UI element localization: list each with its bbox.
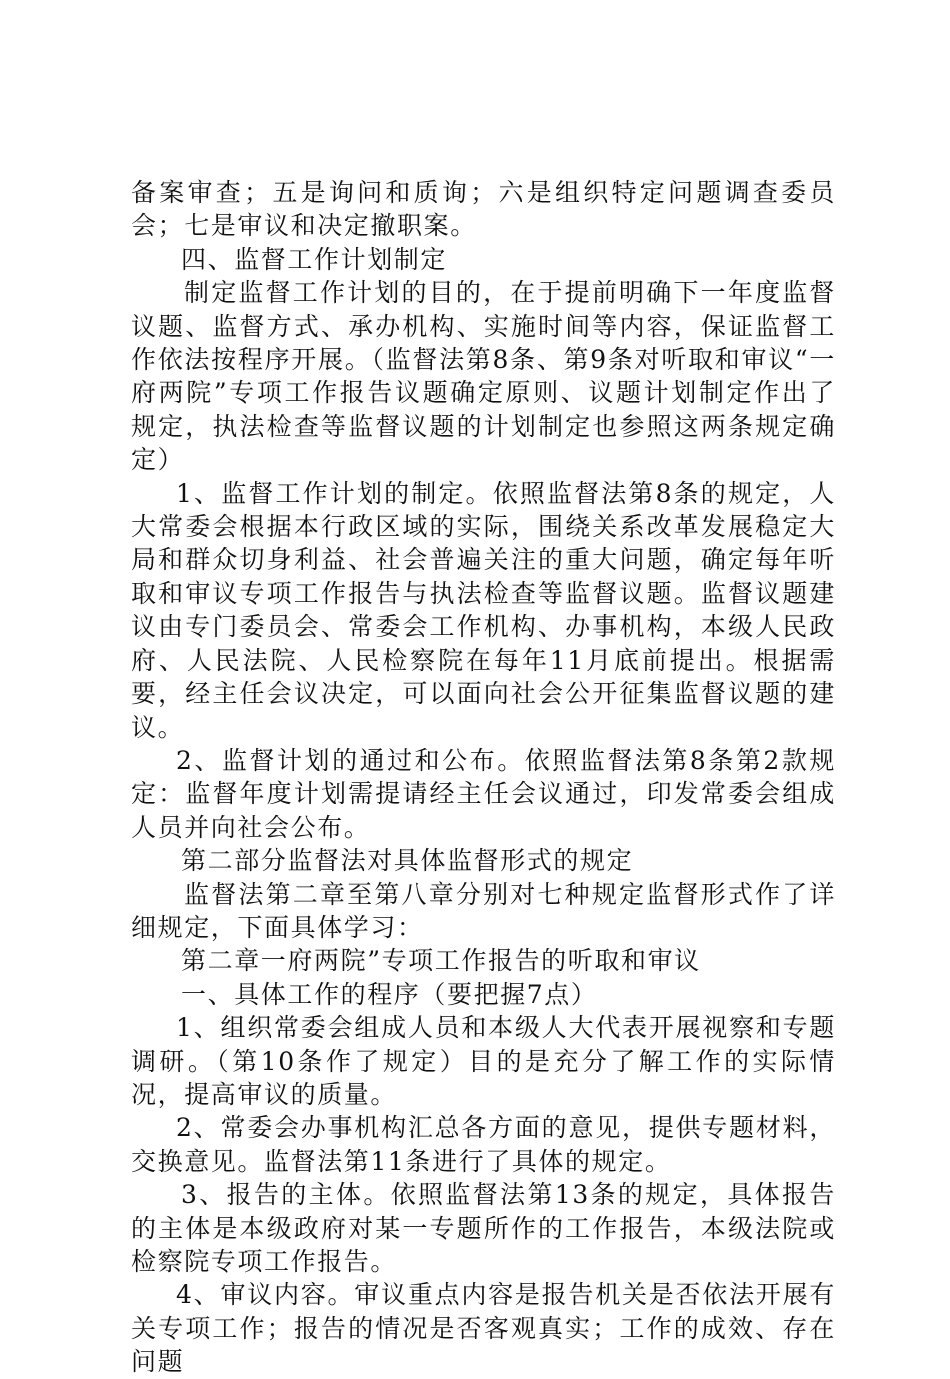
paragraph-continuation: 备案审查；五是询问和质询；六是组织特定问题调查委员会；七是审议和决定撤职案。: [131, 178, 836, 241]
chapter-heading: 第二章一府两院”专项工作报告的听取和审议: [181, 946, 701, 976]
document-body: [131, 176, 836, 1379]
paragraph-plan-making: 1、监督工作计划的制定。依照监督法第8条的规定，人大常委会根据本行政区域的实际，围绕关系改革发展稳定大局和群众切身利益、社会普遍关注的重大问题，确定每年听取和审议专项工作报告与执法检查等监督议题。监督议题建议由专门委员会、常委会工作机构、办事机构，本级人民政府、人民法院、人民检察院在每年11月底前提出。根据需要，经主任会议决定，可以面向社会公开征集监督议题的建议。: [131, 478, 836, 742]
section-heading-plan: 四、监督工作计划制定: [181, 244, 448, 274]
paragraph-plan-purpose: 制定监督工作计划的目的，在于提前明确下一年度监督议题、监督方式、承办机构、实施时间等内容，保证监督工作依法按程序开展。（监督法第8条、第9条对听取和审议“一府两院”专项工作报告议题确定原则、议题计划制定作出了规定，执法检查等监督议题的计划制定也参照这两条规定确定）: [131, 278, 836, 475]
part-heading: 第二部分监督法对具体监督形式的规定: [181, 846, 634, 876]
paragraph-part-intro: 监督法第二章至第八章分别对七种规定监督形式作了详细规定，下面具体学习：: [131, 879, 836, 942]
paragraph-step-3: 3、报告的主体。依照监督法第13条的规定，具体报告的主体是本级政府对某一专题所作的工作报告，本级法院或检察院专项工作报告。: [131, 1180, 836, 1276]
paragraph-step-1: 1、组织常委会组成人员和本级人大代表开展视察和专题调研。（第10条作了规定）目的是充分了解工作的实际情况，提高审议的质量。: [131, 1013, 836, 1109]
paragraph-step-4: 4、审议内容。审议重点内容是报告机关是否依法开展有关专项工作；报告的情况是否客观真实；工作的成效、存在问题: [131, 1280, 836, 1377]
paragraph-plan-publish: 2、监督计划的通过和公布。依照监督法第8条第2款规定：监督年度计划需提请经主任会议通过，印发常委会组成人员并向社会公布。: [131, 745, 836, 842]
paragraph-step-2: 2、常委会办事机构汇总各方面的意见，提供专题材料，交换意见。监督法第11条进行了具体的规定。: [131, 1113, 836, 1176]
section-heading-procedure: 一、具体工作的程序（要把握7点）: [181, 979, 598, 1009]
